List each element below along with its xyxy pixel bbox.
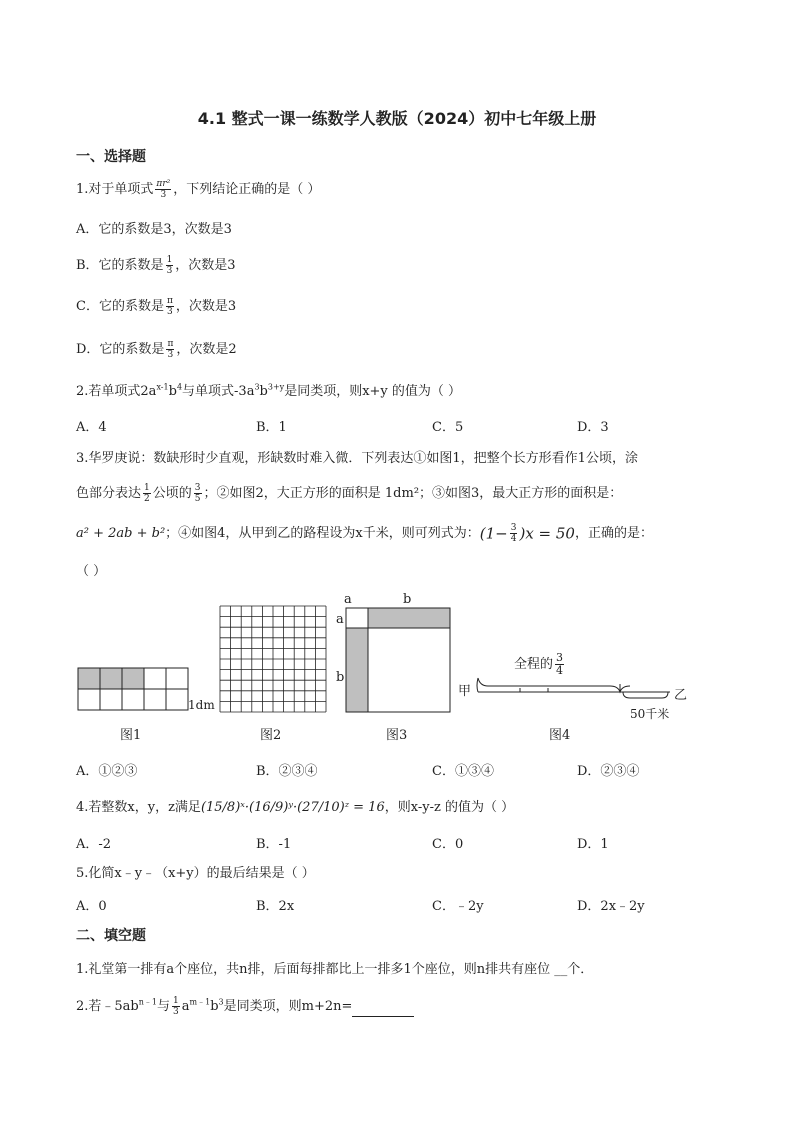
q4-stem: 4.若整数x，y，z满足(15/8)ˣ·(16/9)ʸ·(27/10)ᶻ = 16，则x-y-z 的值为（ ） <box>76 800 515 815</box>
fig4-caption: 图4 <box>549 728 571 743</box>
figure-2-grid <box>220 606 326 712</box>
q2-option-b[interactable]: B．1 <box>256 420 287 435</box>
q2-stem: 2.若单项式$2a^{x-1}b^4$与单项式$-3a^3b^{3+y}$是同类项，则x+y 的值为（ ） <box>76 382 462 399</box>
figure-1-rectangle <box>78 668 188 710</box>
fig4-end-label: 乙 <box>674 688 688 703</box>
q5-option-c[interactable]: C．﹣2y <box>432 899 484 914</box>
q5-option-a[interactable]: A．0 <box>76 899 107 914</box>
q2-option-a[interactable]: A．4 <box>76 420 107 435</box>
q4-option-d[interactable]: D．1 <box>577 837 609 852</box>
q5-option-d[interactable]: D．2x﹣2y <box>577 899 645 914</box>
fig3-label-b-top: b <box>403 592 412 607</box>
fig3-label-a-left: a <box>336 612 344 627</box>
fig4-whole-label: 全程的 $\frac{3}{4}$ <box>514 651 564 677</box>
q4-option-a[interactable]: A．-2 <box>76 837 112 852</box>
q3-option-d[interactable]: D．②③④ <box>577 764 640 779</box>
q1-option-d[interactable]: D．它的系数是 $\frac{\pi}{3}$ ，次数是2 <box>76 339 237 360</box>
q3-option-b[interactable]: B．②③④ <box>256 764 318 779</box>
fill-2-answer-blank[interactable] <box>352 1004 414 1017</box>
q3-option-c[interactable]: C．①③④ <box>432 764 494 779</box>
fig1-caption: 图1 <box>120 728 142 743</box>
fill-2-stem: 2.若$﹣5ab^{n﹣1}$与 $\frac{1}{3}$ $a^{m﹣1}b^3$是同类项，则m+2n= <box>76 995 414 1017</box>
fig3-label-a-top: a <box>344 592 352 607</box>
q1-option-a[interactable]: A．它的系数是3，次数是3 <box>76 222 232 237</box>
q4-option-c[interactable]: C．0 <box>432 837 464 852</box>
fig3-label-b-left: b <box>336 670 345 685</box>
q3-option-a[interactable]: A．①②③ <box>76 764 138 779</box>
q3-line-2: 色部分表达 $\frac{1}{2}$ 公顷的 $\frac{3}{5}$ ；②如图2，大正方形的面积是 1dm²；③如图3，最大正方形的面积是： <box>76 483 623 504</box>
q4-option-b[interactable]: B．-1 <box>256 837 292 852</box>
q3-line-4: （ ） <box>76 564 107 579</box>
figure-4-route <box>477 678 670 698</box>
fig2-dm-label: 1dm <box>188 698 215 712</box>
fig4-start-label: 甲 <box>458 684 472 699</box>
section-fill: 二、填空题 <box>76 928 146 944</box>
q3-line-1: 3.华罗庚说：数缺形时少直观，形缺数时难入微．下列表达①如图1，把整个长方形看作1公顷，涂 <box>76 451 638 466</box>
q2-option-d[interactable]: D．3 <box>577 420 609 435</box>
q1-stem: 1.对于单项式 $\frac{\text{πr²}}{3}$ ，下列结论正确的是（ ） <box>76 179 321 200</box>
q5-stem: 5.化简x﹣y﹣（x+y）的最后结果是（ ） <box>76 866 315 881</box>
fig3-caption: 图3 <box>386 728 408 743</box>
fill-1-stem: 1.礼堂第一排有a个座位，共n排，后面每排都比上一排多1个座位，则n排共有座位 __个． <box>76 962 594 977</box>
fig4-distance-label: 50千米 <box>630 707 670 721</box>
q2-option-c[interactable]: C．5 <box>432 420 464 435</box>
section-choice: 一、选择题 <box>76 149 146 165</box>
q1-option-b[interactable]: B．它的系数是 $\frac{1}{3}$ ，次数是3 <box>76 255 236 276</box>
figure-3-square <box>346 608 450 712</box>
page-title: 4.1 整式一课一练数学人教版（2024）初中七年级上册 <box>197 109 597 128</box>
q3-line-3: a² + 2ab + b²；④如图4，从甲到乙的路程设为x千米，则可列式为：(1− $\frac{3}{4}$ )x = 50，正确的是： <box>76 523 653 544</box>
fig2-caption: 图2 <box>260 728 282 743</box>
q1-option-c[interactable]: C．它的系数是 $\frac{\pi}{3}$ ，次数是3 <box>76 296 237 317</box>
q5-option-b[interactable]: B．2x <box>256 899 295 914</box>
